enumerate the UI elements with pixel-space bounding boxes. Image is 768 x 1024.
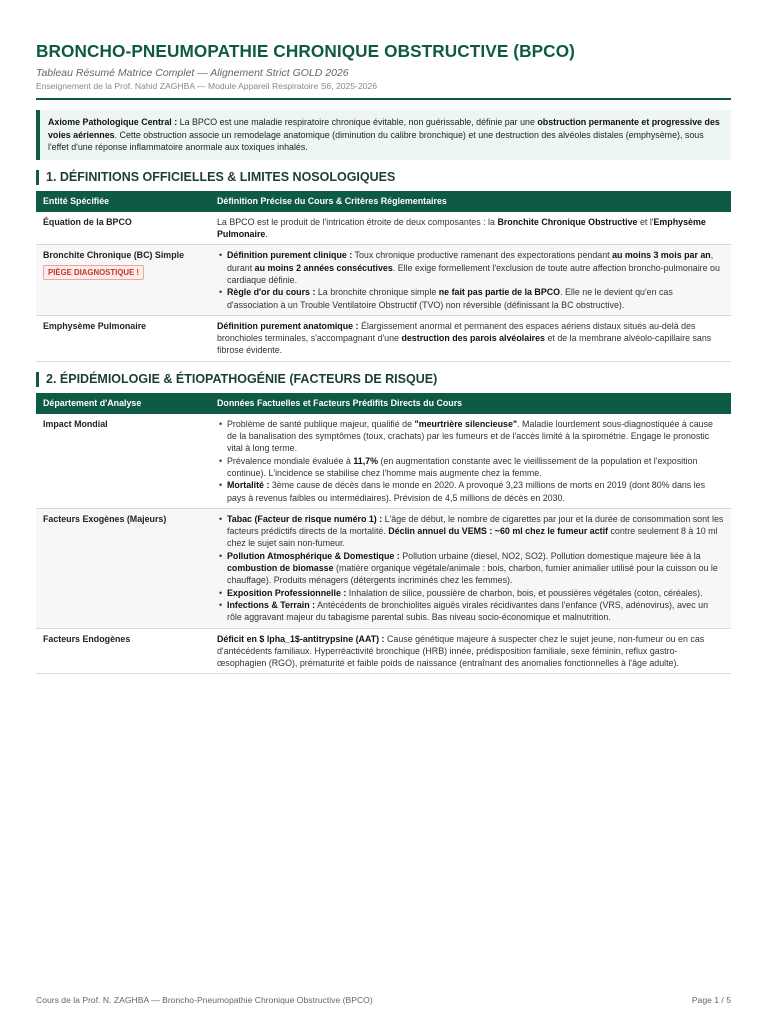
list-item: • Tabac (Facteur de risque numéro 1) : L'âge de début, le nombre de cigarettes par jour et la durée de consommation sont les facteurs prédictifs directs de la mortalité. Déclin annuel du VEMS : ~60 ml chez le fumeur actif contre seulement 8 à 10 ml chez le sujet sain non-fumeur. xyxy=(217,513,724,550)
row-content: Déficit en $ lpha_1$-antitrypsine (AAT) : Cause génétique majeure à suspecter chez le sujet jeune, non-fumeur ou en cas d'antécédents familiaux. Hyperréactivité bronchique (HRB) innée, prédisposition familiale, sexe féminin, reflux gastro-œsophagien (RGO), prématurité et faible poids de naissance (entraînant des anomalies fonctionnelles à l'âge adulte). xyxy=(210,628,731,674)
section-2-title: 2. ÉPIDÉMIOLOGIE & ÉTIOPATHOGÉNIE (FACTEURS DE RISQUE) xyxy=(36,372,731,387)
table-row xyxy=(36,414,731,509)
epidemiology-table xyxy=(36,393,731,675)
table-row xyxy=(36,245,731,315)
list-item: • Prévalence mondiale évaluée à 11,7% (en augmentation constante avec le vieillissement de la population et l'exposition continue). L'incidence se stabilise chez l'homme mais augmente chez la femme. xyxy=(217,455,724,480)
header-divider xyxy=(36,98,731,100)
list-item: • Définition purement clinique : Toux chronique productive ramenant des expectorations pendant au moins 3 mois par an, durant au moins 2 années consécutives. Elle exige formellement l'exclusion de toute autre affection broncho-pulmonaire ou cardiaque définie. xyxy=(217,249,724,286)
table-header-row xyxy=(36,191,731,212)
axiom-box xyxy=(36,110,731,160)
column-header: Définition Précise du Cours & Critères Réglementaires xyxy=(210,191,731,212)
document-subtitle: Tableau Résumé Matrice Complet — Alignement Strict GOLD 2026 xyxy=(36,67,349,79)
axiom-label: Axiome Pathologique Central : xyxy=(48,117,178,127)
table-row xyxy=(36,315,731,361)
table-header-row xyxy=(36,393,731,414)
row-label: Bronchite Chronique (BC) Simple xyxy=(43,250,185,261)
table-row xyxy=(36,628,731,674)
row-content xyxy=(210,245,731,315)
page-number: Page 1 / 5 xyxy=(691,995,731,1005)
teacher-line: Enseignement de la Prof. Nahid ZAGHBA — Module Appareil Respiratoire S6, 2025-2026 xyxy=(36,81,378,91)
row-content: Définition purement anatomique : Élargissement anormal et permanent des espaces aériens distaux situés au-delà des bronchioles terminales, s'accompagnant d'une destruction des parois alvéolaires et de la membrane alvéolo-capillaire sans fibrose évidente. xyxy=(210,315,731,361)
row-label: Facteurs Exogènes (Majeurs) xyxy=(36,508,210,628)
list-item: • Mortalité : 3ème cause de décès dans le monde en 2020. A provoqué 3,23 millions de morts en 2019 (dont 80% dans les pays à revenus faibles ou intermédiaires). Prévision de 4,5 millions de décès en 2030. xyxy=(217,479,724,504)
row-label: Impact Mondial xyxy=(36,414,210,509)
axiom-text-end: . Cette obstruction associe un remodelage anatomique (diminution du calibre bronchique) et une destruction des alvéoles distales (emphysème), sous l'effet d'une réponse inflammatoire anormale aux toxiques inhalés. xyxy=(48,129,704,153)
list-item: • Pollution Atmosphérique & Domestique : Pollution urbaine (diesel, NO2, SO2). Pollution domestique majeure liée à la combustion de biomasse (matière organique végétale/animale : bois, charbon, fumier animalier utilisé pour la cuisson ou le chauffage). Produits ménagers (détergents incriminés chez les femmes). xyxy=(217,550,724,587)
document-title: BRONCHO-PNEUMOPATHIE CHRONIQUE OBSTRUCTIVE (BPCO) xyxy=(36,41,575,61)
list-item: • Règle d'or du cours : La bronchite chronique simple ne fait pas partie de la BPCO. Elle ne le devient qu'en cas d'association à un Trouble Ventilatoire Obstructif (TVO) non réversible (définissant la BC obstructive). xyxy=(217,286,724,311)
axiom-text: La BPCO est une maladie respiratoire chronique évitable, non guérissable, définie par une xyxy=(177,117,538,127)
list-item: • Infections & Terrain : Antécédents de bronchiolites aiguës virales récidivantes dans l'enfance (VRS, adénovirus), avec un rôle aggravant majeur du tabagisme parental subis. Bas niveau socio-économique et malnutrition. xyxy=(217,599,724,624)
row-label: Emphysème Pulmonaire xyxy=(36,315,210,361)
page-footer xyxy=(36,995,731,1005)
row-label: Facteurs Endogènes xyxy=(36,628,210,674)
row-content xyxy=(210,508,731,628)
column-header: Département d'Analyse xyxy=(36,393,210,414)
section-1-title: 1. DÉFINITIONS OFFICIELLES & LIMITES NOSOLOGIQUES xyxy=(36,170,731,185)
column-header: Entité Spécifiée xyxy=(36,191,210,212)
axiom-emphasis: obstruction permanente et progressive des voies aériennes xyxy=(48,117,720,140)
warning-badge: PIÈGE DIAGNOSTIQUE ! xyxy=(43,265,144,280)
table-row xyxy=(36,212,731,245)
column-header: Données Factuelles et Facteurs Prédifits Directs du Cours xyxy=(210,393,731,414)
row-label: Équation de la BPCO xyxy=(36,212,210,245)
table-row xyxy=(36,508,731,628)
row-content: La BPCO est le produit de l'intrication étroite de deux composantes : la Bronchite Chronique Obstructive et l'Emphysème Pulmonaire. xyxy=(210,212,731,245)
row-content xyxy=(210,414,731,509)
footer-course-label: Cours de la Prof. N. ZAGHBA — Broncho-Pneumopathie Chronique Obstructive (BPCO) xyxy=(36,995,373,1005)
document-page xyxy=(36,40,731,674)
definitions-table xyxy=(36,191,731,362)
row-label-cell xyxy=(36,245,210,315)
list-item: • Exposition Professionnelle : Inhalation de silice, poussière de charbon, bois, et poussières végétales (coton, céréales). xyxy=(217,587,724,599)
list-item: • Problème de santé publique majeur, qualifié de "meurtrière silencieuse". Maladie lourdement sous-diagnostiquée à cause de la banalisation des symptômes (toux, crachats) par les fumeurs et de l'accès limité à la spirométrie. Engage le pronostic vital à long terme. xyxy=(217,418,724,455)
